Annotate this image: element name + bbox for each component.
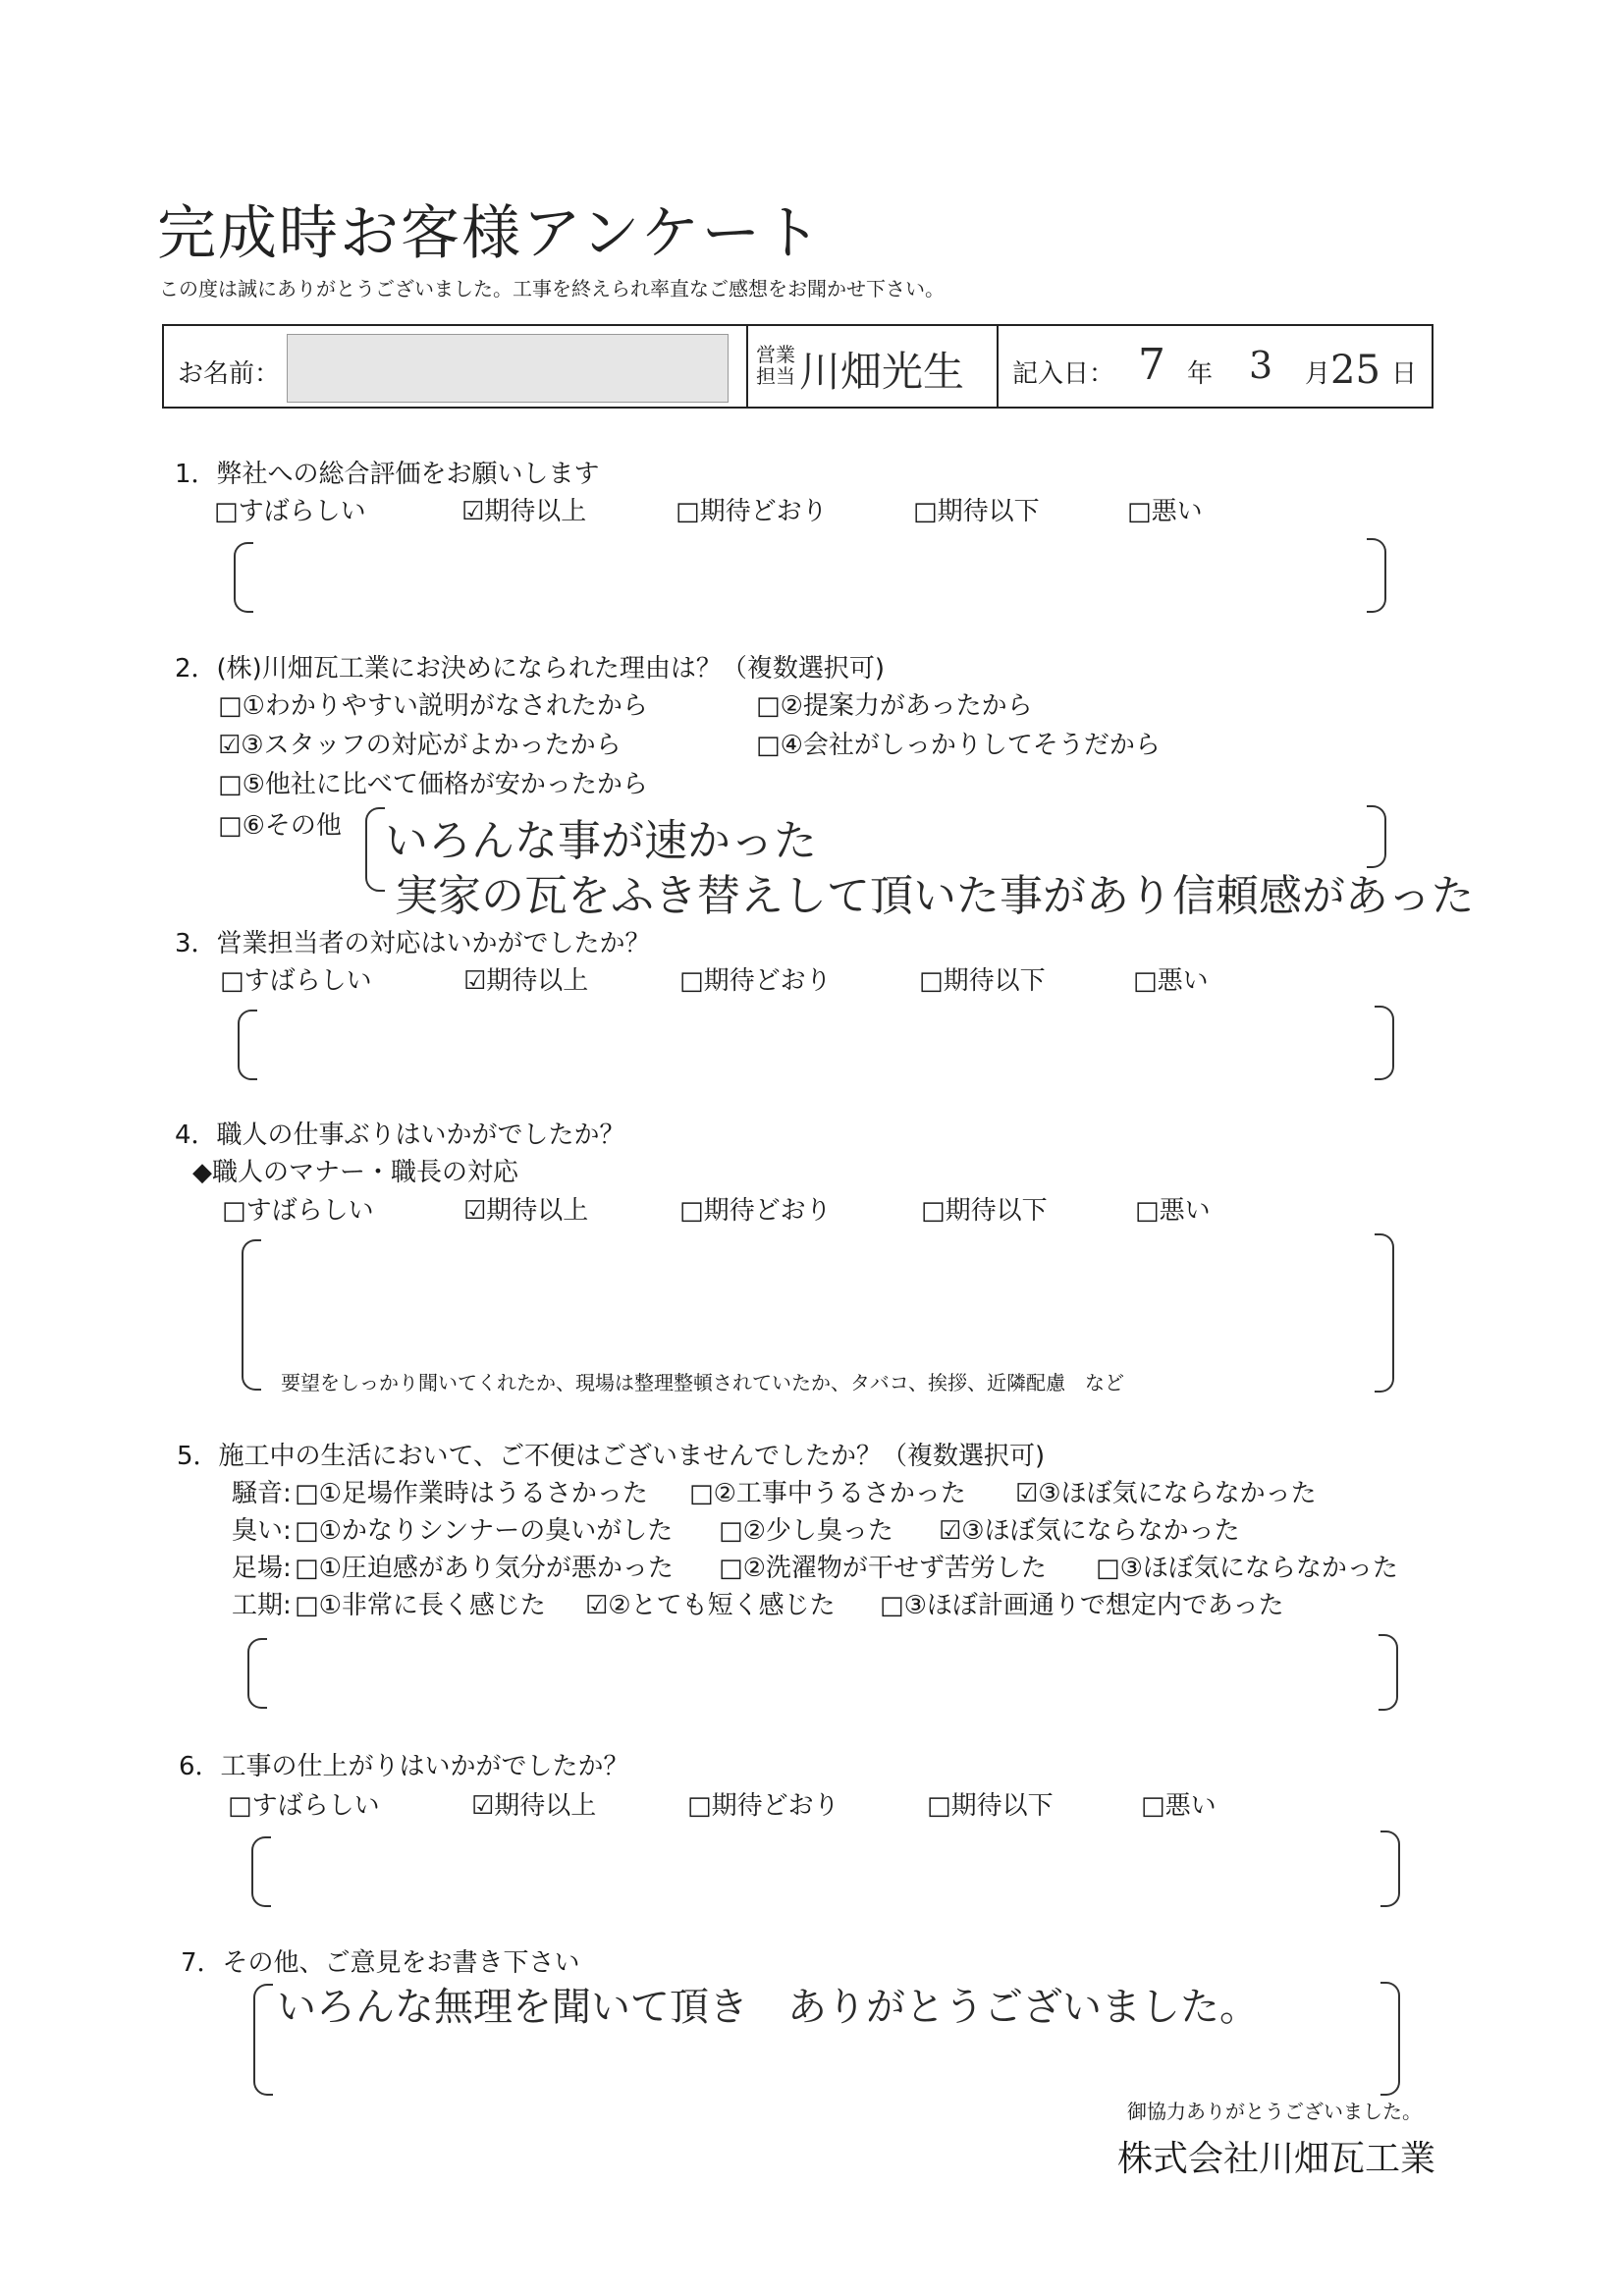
q4-option[interactable]: □期待どおり [679,1196,832,1226]
sales-name: 川畑光生 [799,348,965,396]
q3-option[interactable]: □期待以下 [919,966,1046,996]
q5-row-label: 工期: [232,1591,292,1620]
q4-option[interactable]: □すばらしい [222,1196,374,1226]
q5-option[interactable]: □②洗濯物が干せず苦労した [719,1554,1047,1583]
month-value: 3 [1249,344,1273,387]
q6-option[interactable]: ☑期待以上 [471,1791,597,1821]
q5-option[interactable]: ☑③ほぼ気にならなかった [939,1516,1240,1546]
q5-option[interactable]: □①足場作業時はうるさかった [295,1479,648,1508]
q1-option[interactable]: ☑期待以上 [461,497,587,526]
day-value: 25 [1330,348,1380,393]
q1-option[interactable]: □期待以下 [913,497,1040,526]
company-name: 株式会社川畑瓦工業 [1117,2139,1436,2179]
q1-bracket-right [1367,538,1386,613]
q5-option[interactable]: ☑②とても短く感じた [585,1591,836,1620]
q5-option[interactable]: □①かなりシンナーの臭いがした [295,1516,674,1546]
q4-note: 要望をしっかり聞いてくれたか、現場は整理整頓されていたか、タバコ、挨拶、近隣配慮 など [281,1371,1124,1394]
q5-row-label: 臭い: [232,1516,292,1546]
q5-option[interactable]: □①非常に長く感じた [295,1591,546,1620]
q6-option[interactable]: □すばらしい [228,1791,380,1821]
date-label: 記入日： [1012,359,1115,389]
q1-title: 1．弊社への総合評価をお願いします [175,460,600,489]
q5-option[interactable]: □①圧迫感があり気分が悪かった [295,1554,674,1583]
q3-option[interactable]: ☑期待以上 [463,966,589,996]
q3-bracket-right [1375,1006,1394,1080]
q3-bracket-left [238,1010,257,1080]
q4-option[interactable]: ☑期待以上 [463,1196,589,1226]
info-box [162,324,1434,409]
name-field [287,334,729,403]
q1-option[interactable]: □悪い [1127,497,1203,526]
q2-option[interactable]: ☑③スタッフの対応がよかったから [218,731,622,760]
q5-row-label: 足場: [232,1554,292,1583]
q4-title: 4．職人の仕事ぶりはいかがでしたか？ [175,1121,625,1150]
q4-subtitle: ◆職人のマナー・職長の対応 [192,1158,518,1187]
q4-option[interactable]: □期待以下 [921,1196,1048,1226]
q2-title: 2．(株)川畑瓦工業にお決めになられた理由は？（複数選択可) [175,654,885,683]
page-title: 完成時お客様アンケート [157,199,824,268]
q5-option[interactable]: □②少し臭った [719,1516,893,1546]
q5-title: 5．施工中の生活において、ご不便はございませんでしたか？（複数選択可) [177,1442,1046,1471]
q5-row-label: 騒音: [232,1479,292,1508]
q2-other-line2: 実家の瓦をふき替えして頂いた事があり信頼感があった [395,871,1475,921]
q6-option[interactable]: □期待どおり [687,1791,839,1821]
q4-option[interactable]: □悪い [1135,1196,1211,1226]
q2-bracket-right [1367,805,1386,868]
q5-option[interactable]: □②工事中うるさかった [689,1479,966,1508]
q5-bracket-right [1379,1634,1398,1711]
name-label: お名前： [178,359,281,389]
q2-option[interactable]: □⑤他社に比べて価格が安かったから [218,770,648,799]
day-label: 日 [1391,359,1418,389]
q2-other-line1: いろんな事が速かった [385,816,817,866]
q3-title: 3．営業担当者の対応はいかがでしたか？ [175,929,651,958]
q6-bracket-right [1380,1831,1400,1907]
q6-title: 6．工事の仕上がりはいかがでしたか？ [179,1752,629,1781]
q2-option[interactable]: □⑥その他 [218,811,342,841]
q2-option[interactable]: □②提案力があったから [756,691,1033,721]
page-subtitle: この度は誠にありがとうございました。工事を終えられ率直なご感想をお聞かせ下さい。 [159,277,945,301]
month-label: 月 [1305,359,1331,389]
q7-bracket-left [253,1984,273,2096]
q4-bracket-left [242,1239,261,1391]
q7-bracket-right [1380,1982,1400,2096]
q3-option[interactable]: □すばらしい [220,966,372,996]
sales-label: 営業 担当 [756,343,795,388]
q6-option[interactable]: □期待以下 [927,1791,1054,1821]
sales-cell [748,326,999,407]
q2-bracket-left [365,807,385,892]
year-value: 7 [1138,340,1165,390]
q7-answer: いろんな無理を聞いて頂き ありがとうございました。 [277,1985,1259,2030]
q3-option[interactable]: □期待どおり [679,966,832,996]
q2-option[interactable]: □①わかりやすい説明がなされたから [218,691,648,721]
q6-option[interactable]: □悪い [1141,1791,1217,1821]
q6-bracket-left [251,1836,271,1907]
footer-thanks: 御協力ありがとうございました。 [1127,2100,1422,2123]
q5-option[interactable]: ☑③ほぼ気にならなかった [1015,1479,1317,1508]
q5-option[interactable]: □③ほぼ気にならなかった [1096,1554,1398,1583]
date-cell [999,326,1432,407]
q1-option[interactable]: □すばらしい [214,497,366,526]
q4-bracket-right [1375,1233,1394,1393]
name-cell [164,326,748,407]
q3-option[interactable]: □悪い [1133,966,1209,996]
q1-option[interactable]: □期待どおり [676,497,828,526]
q2-option[interactable]: □④会社がしっかりしてそうだから [756,731,1161,760]
q7-title: 7．その他、ご意見をお書き下さい [181,1948,580,1978]
q5-bracket-left [247,1638,267,1709]
year-label: 年 [1187,359,1214,389]
q1-bracket-left [234,542,253,613]
q5-option[interactable]: □③ほぼ計画通りで想定内であった [880,1591,1284,1620]
